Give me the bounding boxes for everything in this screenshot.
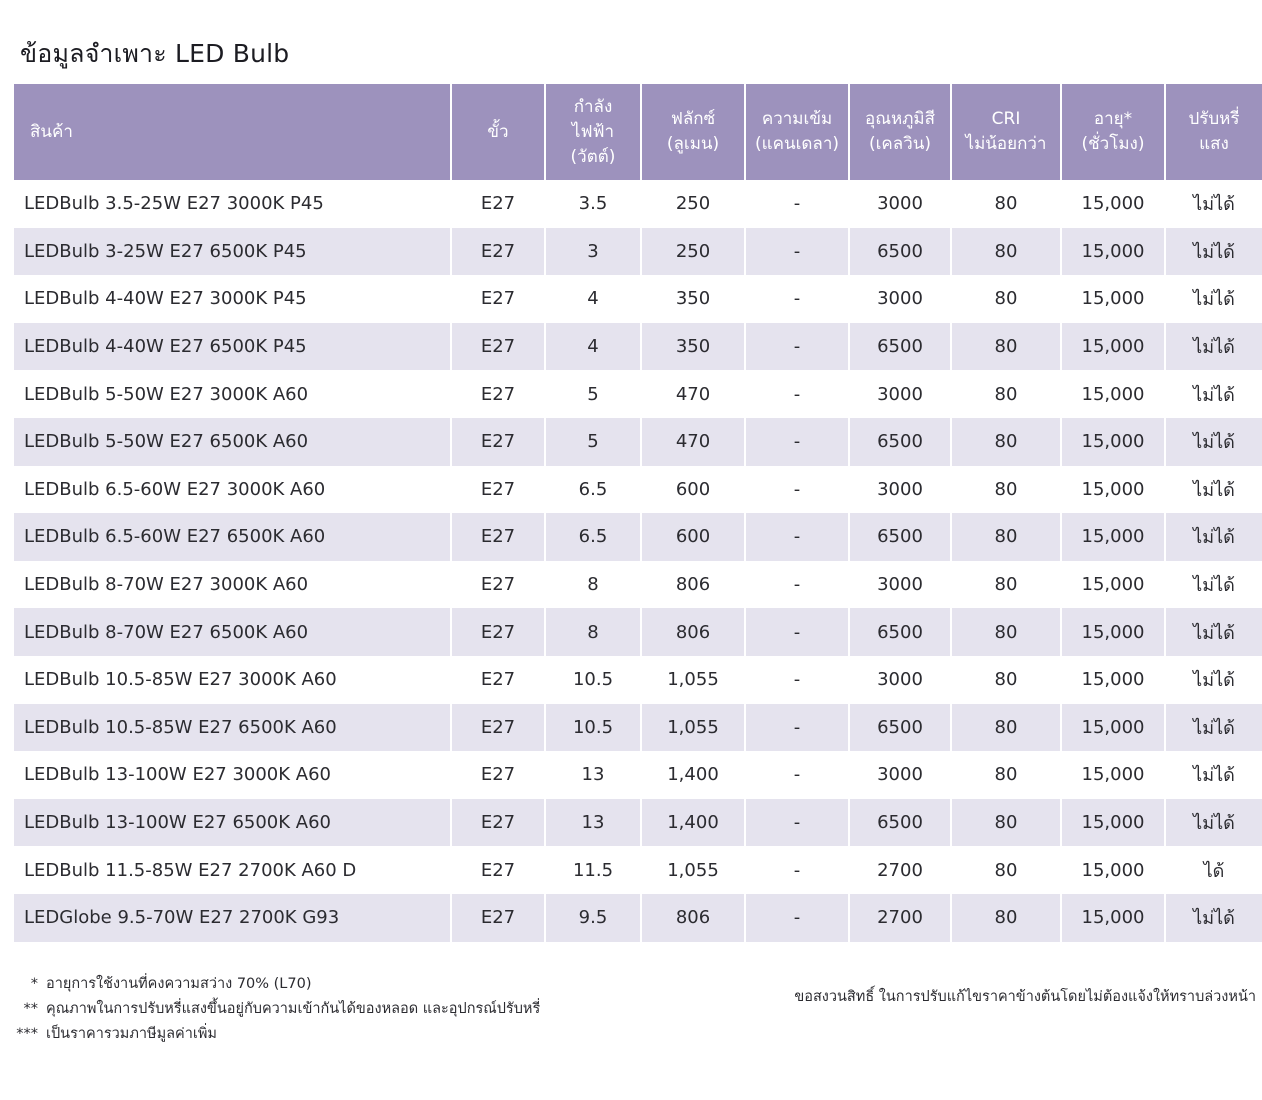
col-power-cell: 5 bbox=[545, 370, 641, 418]
col-color-temp-cell: 3000 bbox=[849, 275, 951, 323]
table-row bbox=[14, 846, 1262, 894]
col-dimmable-cell: ไม่ได้ bbox=[1165, 513, 1262, 561]
header-line: สินค้า bbox=[30, 121, 73, 142]
col-power-cell: 10.5 bbox=[545, 704, 641, 752]
col-power-cell: 13 bbox=[545, 799, 641, 847]
col-flux-cell: 806 bbox=[641, 561, 745, 609]
col-flux-cell: 600 bbox=[641, 513, 745, 561]
col-lifetime-header bbox=[1061, 84, 1165, 180]
col-dimmable-cell: ไม่ได้ bbox=[1165, 228, 1262, 276]
col-intensity-cell: - bbox=[745, 418, 849, 466]
col-base-cell: E27 bbox=[451, 180, 545, 228]
header-line: ปรับหรี่ bbox=[1188, 109, 1240, 129]
col-lifetime-cell: 15,000 bbox=[1061, 513, 1165, 561]
header-line: CRI bbox=[991, 109, 1021, 129]
col-cri-cell: 80 bbox=[951, 799, 1061, 847]
col-flux-cell: 1,400 bbox=[641, 799, 745, 847]
table-body bbox=[14, 180, 1262, 942]
col-intensity-cell: - bbox=[745, 656, 849, 704]
col-cri-cell: 80 bbox=[951, 608, 1061, 656]
header-line: ความเข้ม bbox=[761, 109, 833, 129]
header-line: (แคนเดลา) bbox=[754, 134, 840, 154]
col-power-cell: 4 bbox=[545, 323, 641, 371]
col-product-cell: LEDBulb 6.5-60W E27 3000K A60 bbox=[14, 466, 451, 514]
col-power-cell: 9.5 bbox=[545, 894, 641, 942]
col-power-cell: 6.5 bbox=[545, 513, 641, 561]
col-base-cell: E27 bbox=[451, 608, 545, 656]
col-lifetime-cell: 15,000 bbox=[1061, 894, 1165, 942]
footnote bbox=[8, 972, 540, 997]
col-product-cell: LEDBulb 13-100W E27 3000K A60 bbox=[14, 751, 451, 799]
col-power-cell: 3.5 bbox=[545, 180, 641, 228]
col-color-temp-cell: 2700 bbox=[849, 894, 951, 942]
col-intensity-cell: - bbox=[745, 799, 849, 847]
col-power-cell: 3 bbox=[545, 228, 641, 276]
col-dimmable-cell: ไม่ได้ bbox=[1165, 608, 1262, 656]
footnotes bbox=[8, 972, 540, 1047]
col-base-cell: E27 bbox=[451, 846, 545, 894]
col-dimmable-cell: ไม่ได้ bbox=[1165, 561, 1262, 609]
col-product-cell: LEDBulb 5-50W E27 3000K A60 bbox=[14, 370, 451, 418]
col-base-cell: E27 bbox=[451, 418, 545, 466]
col-intensity-cell: - bbox=[745, 846, 849, 894]
col-lifetime-cell: 15,000 bbox=[1061, 228, 1165, 276]
footnote-text: อายุการใช้งานที่คงความสว่าง 70% (L70) bbox=[46, 976, 312, 992]
col-cri-cell: 80 bbox=[951, 513, 1061, 561]
header-line: กำลัง bbox=[573, 96, 613, 117]
footnote bbox=[8, 997, 540, 1022]
col-cri-cell: 80 bbox=[951, 228, 1061, 276]
col-dimmable-cell: ได้ bbox=[1165, 846, 1262, 894]
col-dimmable-cell: ไม่ได้ bbox=[1165, 418, 1262, 466]
header-line: (ชั่วโมง) bbox=[1081, 134, 1145, 154]
col-lifetime-cell: 15,000 bbox=[1061, 561, 1165, 609]
col-product-cell: LEDBulb 8-70W E27 3000K A60 bbox=[14, 561, 451, 609]
table-row bbox=[14, 418, 1262, 466]
col-base-cell: E27 bbox=[451, 656, 545, 704]
col-color-temp-cell: 6500 bbox=[849, 799, 951, 847]
col-flux-cell: 470 bbox=[641, 370, 745, 418]
col-lifetime-cell: 15,000 bbox=[1061, 608, 1165, 656]
footnote-mark: ** bbox=[23, 1001, 38, 1017]
col-intensity-cell: - bbox=[745, 704, 849, 752]
table-row bbox=[14, 751, 1262, 799]
col-color-temp-cell: 3000 bbox=[849, 370, 951, 418]
col-intensity-cell: - bbox=[745, 180, 849, 228]
col-cri-cell: 80 bbox=[951, 656, 1061, 704]
col-base-cell: E27 bbox=[451, 323, 545, 371]
col-power-cell: 10.5 bbox=[545, 656, 641, 704]
col-lifetime-cell: 15,000 bbox=[1061, 799, 1165, 847]
col-lifetime-cell: 15,000 bbox=[1061, 846, 1165, 894]
table-row bbox=[14, 323, 1262, 371]
col-intensity-cell: - bbox=[745, 228, 849, 276]
col-product-header bbox=[14, 84, 451, 180]
col-dimmable-cell: ไม่ได้ bbox=[1165, 704, 1262, 752]
spec-table bbox=[14, 84, 1262, 942]
footnote-mark: *** bbox=[16, 1026, 38, 1042]
col-flux-cell: 470 bbox=[641, 418, 745, 466]
col-lifetime-cell: 15,000 bbox=[1061, 275, 1165, 323]
col-intensity-cell: - bbox=[745, 513, 849, 561]
col-power-cell: 11.5 bbox=[545, 846, 641, 894]
col-flux-cell: 1,400 bbox=[641, 751, 745, 799]
col-dimmable-cell: ไม่ได้ bbox=[1165, 799, 1262, 847]
col-flux-cell: 600 bbox=[641, 466, 745, 514]
col-color-temp-cell: 6500 bbox=[849, 323, 951, 371]
col-cri-header bbox=[951, 84, 1061, 180]
col-flux-cell: 806 bbox=[641, 894, 745, 942]
col-base-cell: E27 bbox=[451, 275, 545, 323]
header-line: แสง bbox=[1199, 134, 1229, 154]
col-dimmable-cell: ไม่ได้ bbox=[1165, 894, 1262, 942]
col-product-cell: LEDBulb 11.5-85W E27 2700K A60 D bbox=[14, 846, 451, 894]
col-product-cell: LEDBulb 6.5-60W E27 6500K A60 bbox=[14, 513, 451, 561]
col-color-temp-cell: 6500 bbox=[849, 608, 951, 656]
footnote bbox=[8, 1022, 540, 1047]
col-base-cell: E27 bbox=[451, 704, 545, 752]
col-color-temp-cell: 3000 bbox=[849, 561, 951, 609]
col-flux-cell: 250 bbox=[641, 228, 745, 276]
col-lifetime-cell: 15,000 bbox=[1061, 323, 1165, 371]
col-power-cell: 13 bbox=[545, 751, 641, 799]
col-base-cell: E27 bbox=[451, 370, 545, 418]
col-base-cell: E27 bbox=[451, 799, 545, 847]
col-product-cell: LEDGlobe 9.5-70W E27 2700K G93 bbox=[14, 894, 451, 942]
col-dimmable-header bbox=[1165, 84, 1262, 180]
table-row bbox=[14, 228, 1262, 276]
col-cri-cell: 80 bbox=[951, 418, 1061, 466]
col-cri-cell: 80 bbox=[951, 704, 1061, 752]
col-cri-cell: 80 bbox=[951, 180, 1061, 228]
col-color-temp-cell: 6500 bbox=[849, 228, 951, 276]
col-color-temp-cell: 3000 bbox=[849, 751, 951, 799]
col-color-temp-cell: 3000 bbox=[849, 656, 951, 704]
table-row bbox=[14, 275, 1262, 323]
col-lifetime-cell: 15,000 bbox=[1061, 370, 1165, 418]
col-product-cell: LEDBulb 5-50W E27 6500K A60 bbox=[14, 418, 451, 466]
col-lifetime-cell: 15,000 bbox=[1061, 656, 1165, 704]
col-dimmable-cell: ไม่ได้ bbox=[1165, 466, 1262, 514]
table-row bbox=[14, 513, 1262, 561]
col-power-cell: 6.5 bbox=[545, 466, 641, 514]
table-row bbox=[14, 799, 1262, 847]
col-cri-cell: 80 bbox=[951, 275, 1061, 323]
col-product-cell: LEDBulb 4-40W E27 6500K P45 bbox=[14, 323, 451, 371]
header-line: อายุ* bbox=[1093, 109, 1133, 129]
col-dimmable-cell: ไม่ได้ bbox=[1165, 275, 1262, 323]
col-product-cell: LEDBulb 3-25W E27 6500K P45 bbox=[14, 228, 451, 276]
col-flux-cell: 350 bbox=[641, 323, 745, 371]
table-row bbox=[14, 608, 1262, 656]
header-line: (ลูเมน) bbox=[666, 134, 720, 154]
col-product-cell: LEDBulb 10.5-85W E27 3000K A60 bbox=[14, 656, 451, 704]
col-cri-cell: 80 bbox=[951, 751, 1061, 799]
col-dimmable-cell: ไม่ได้ bbox=[1165, 323, 1262, 371]
col-base-cell: E27 bbox=[451, 561, 545, 609]
col-base-cell: E27 bbox=[451, 894, 545, 942]
col-flux-header bbox=[641, 84, 745, 180]
table-row bbox=[14, 656, 1262, 704]
col-intensity-cell: - bbox=[745, 751, 849, 799]
header-line: ฟลักซ์ bbox=[670, 109, 716, 129]
col-color-temp-cell: 6500 bbox=[849, 513, 951, 561]
col-flux-cell: 1,055 bbox=[641, 656, 745, 704]
col-base-header bbox=[451, 84, 545, 180]
col-base-cell: E27 bbox=[451, 228, 545, 276]
col-power-cell: 5 bbox=[545, 418, 641, 466]
col-intensity-cell: - bbox=[745, 894, 849, 942]
col-color-temp-cell: 3000 bbox=[849, 466, 951, 514]
col-cri-cell: 80 bbox=[951, 894, 1061, 942]
col-color-temp-cell: 6500 bbox=[849, 704, 951, 752]
col-flux-cell: 1,055 bbox=[641, 704, 745, 752]
col-base-cell: E27 bbox=[451, 751, 545, 799]
col-base-cell: E27 bbox=[451, 466, 545, 514]
col-intensity-cell: - bbox=[745, 608, 849, 656]
header-row bbox=[14, 84, 1262, 180]
footnote-mark: * bbox=[30, 976, 38, 992]
col-intensity-cell: - bbox=[745, 323, 849, 371]
col-power-cell: 4 bbox=[545, 275, 641, 323]
col-dimmable-cell: ไม่ได้ bbox=[1165, 751, 1262, 799]
col-product-cell: LEDBulb 3.5-25W E27 3000K P45 bbox=[14, 180, 451, 228]
col-intensity-cell: - bbox=[745, 466, 849, 514]
col-flux-cell: 350 bbox=[641, 275, 745, 323]
col-dimmable-cell: ไม่ได้ bbox=[1165, 656, 1262, 704]
col-intensity-cell: - bbox=[745, 370, 849, 418]
table-row bbox=[14, 180, 1262, 228]
col-dimmable-cell: ไม่ได้ bbox=[1165, 180, 1262, 228]
col-cri-cell: 80 bbox=[951, 323, 1061, 371]
page-title: ข้อมูลจำเพาะ LED Bulb bbox=[20, 39, 290, 68]
col-intensity-cell: - bbox=[745, 275, 849, 323]
header-line: อุณหภูมิสี bbox=[865, 109, 935, 129]
col-product-cell: LEDBulb 4-40W E27 3000K P45 bbox=[14, 275, 451, 323]
col-lifetime-cell: 15,000 bbox=[1061, 466, 1165, 514]
col-lifetime-cell: 15,000 bbox=[1061, 704, 1165, 752]
col-intensity-cell: - bbox=[745, 561, 849, 609]
col-product-cell: LEDBulb 13-100W E27 6500K A60 bbox=[14, 799, 451, 847]
col-color-temp-cell: 6500 bbox=[849, 418, 951, 466]
col-color-temp-cell: 3000 bbox=[849, 180, 951, 228]
col-dimmable-cell: ไม่ได้ bbox=[1165, 370, 1262, 418]
disclaimer-text: ขอสงวนสิทธิ์ ในการปรับแก้ไขราคาข้างต้นโดยไม่ต้องแจ้งให้ทราบล่วงหน้า bbox=[794, 989, 1256, 1005]
col-lifetime-cell: 15,000 bbox=[1061, 751, 1165, 799]
col-cri-cell: 80 bbox=[951, 370, 1061, 418]
header-line: ขั้ว bbox=[487, 121, 509, 142]
col-power-cell: 8 bbox=[545, 561, 641, 609]
col-base-cell: E27 bbox=[451, 513, 545, 561]
col-product-cell: LEDBulb 8-70W E27 6500K A60 bbox=[14, 608, 451, 656]
table-row bbox=[14, 370, 1262, 418]
col-cri-cell: 80 bbox=[951, 466, 1061, 514]
col-product-cell: LEDBulb 10.5-85W E27 6500K A60 bbox=[14, 704, 451, 752]
header-line: ไฟฟ้า bbox=[571, 121, 615, 142]
col-flux-cell: 1,055 bbox=[641, 846, 745, 894]
col-power-header bbox=[545, 84, 641, 180]
col-lifetime-cell: 15,000 bbox=[1061, 418, 1165, 466]
table-row bbox=[14, 561, 1262, 609]
col-cri-cell: 80 bbox=[951, 846, 1061, 894]
col-lifetime-cell: 15,000 bbox=[1061, 180, 1165, 228]
table-row bbox=[14, 894, 1262, 942]
footnote-text: เป็นราคารวมภาษีมูลค่าเพิ่ม bbox=[46, 1026, 217, 1042]
col-flux-cell: 250 bbox=[641, 180, 745, 228]
footnote-text: คุณภาพในการปรับหรี่แสงขึ้นอยู่กับความเข้ากันได้ของหลอด และอุปกรณ์ปรับหรี่ bbox=[46, 1001, 541, 1017]
table-row bbox=[14, 704, 1262, 752]
col-cri-cell: 80 bbox=[951, 561, 1061, 609]
col-intensity-header bbox=[745, 84, 849, 180]
col-flux-cell: 806 bbox=[641, 608, 745, 656]
header-line: (วัตต์) bbox=[570, 146, 616, 167]
col-power-cell: 8 bbox=[545, 608, 641, 656]
header-line: ไม่น้อยกว่า bbox=[965, 134, 1047, 154]
col-color-temp-header bbox=[849, 84, 951, 180]
table-row bbox=[14, 466, 1262, 514]
header-line: (เคลวิน) bbox=[868, 134, 932, 154]
col-color-temp-cell: 2700 bbox=[849, 846, 951, 894]
